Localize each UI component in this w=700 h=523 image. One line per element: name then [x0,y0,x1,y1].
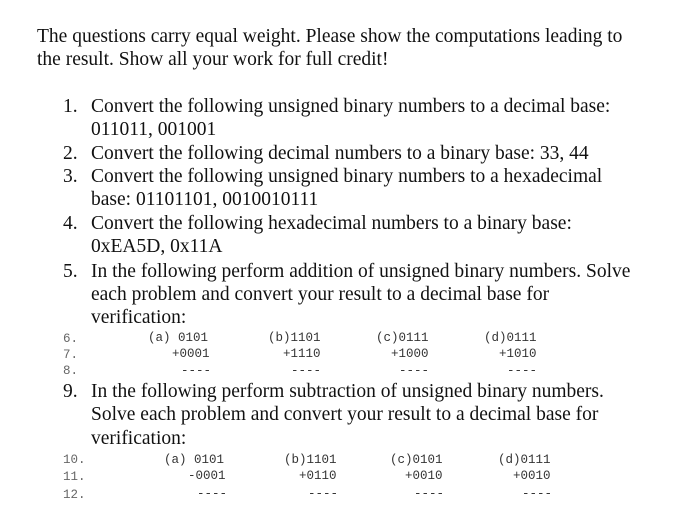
subtraction-b-rule: ---- [308,487,339,501]
subtraction-d-operand: +0010 [513,469,551,483]
question-4-number: 4. [63,213,78,234]
subtraction-a-label: (a) 0101 [164,453,225,467]
question-3-line-2: base: 01101101, 0010010111 [91,189,319,210]
question-4-line-1: Convert the following hexadecimal numbers to a binary base: [91,213,572,234]
subtraction-a-rule: ---- [197,487,228,501]
question-5-line-2: each problem and convert your result to a decimal base for [91,284,550,305]
subtraction-d-rule: ---- [522,487,553,501]
question-5-line-3: verification: [91,307,187,328]
addition-b-label: (b)1101 [268,331,321,345]
question-9-line-3: verification: [91,428,187,449]
subtraction-d-label: (d)0111 [498,453,551,467]
question-1-number: 1. [63,96,78,117]
question-5-line-1: In the following perform addition of unsigned binary numbers. Solve [91,261,631,282]
question-5-number: 5. [63,261,78,282]
question-3-line-1: Convert the following unsigned binary numbers to a hexadecimal [91,166,603,187]
subtraction-c-rule: ---- [414,487,445,501]
question-9-number: 9. [63,381,78,402]
question-2-number: 2. [63,143,78,164]
line-number-8: 8. [63,364,79,378]
line-number-12: 12. [63,488,86,502]
subtraction-c-label: (c)0101 [390,453,443,467]
addition-c-operand: +1000 [391,347,429,361]
question-1-line-2: 011011, 001001 [91,119,217,140]
addition-c-rule: ---- [399,364,430,378]
question-2-line-1: Convert the following decimal numbers to a binary base: 33, 44 [91,143,589,164]
question-9-line-2: Solve each problem and convert your result to a decimal base for [91,404,599,425]
subtraction-b-label: (b)1101 [284,453,337,467]
line-number-10: 10. [63,453,86,467]
addition-a-label: (a) 0101 [148,331,209,345]
subtraction-c-operand: +0010 [405,469,443,483]
question-4-line-2: 0xEA5D, 0x11A [91,236,223,257]
question-9-line-1: In the following perform subtraction of unsigned binary numbers. [91,381,604,402]
line-number-6: 6. [63,332,79,346]
addition-c-label: (c)0111 [376,331,429,345]
question-3-number: 3. [63,166,78,187]
addition-d-operand: +1010 [499,347,537,361]
intro-line-1: The questions carry equal weight. Please show the computations leading to [37,26,623,47]
subtraction-a-operand: -0001 [188,469,226,483]
addition-b-operand: +1110 [283,347,321,361]
addition-a-rule: ---- [181,364,212,378]
addition-b-rule: ---- [291,364,322,378]
line-number-7: 7. [63,348,79,362]
addition-d-rule: ---- [507,364,538,378]
addition-a-operand: +0001 [172,347,210,361]
intro-line-2: the result. Show all your work for full credit! [37,49,389,70]
addition-d-label: (d)0111 [484,331,537,345]
subtraction-b-operand: +0110 [299,469,337,483]
line-number-11: 11. [63,470,86,484]
question-1-line-1: Convert the following unsigned binary numbers to a decimal base: [91,96,611,117]
